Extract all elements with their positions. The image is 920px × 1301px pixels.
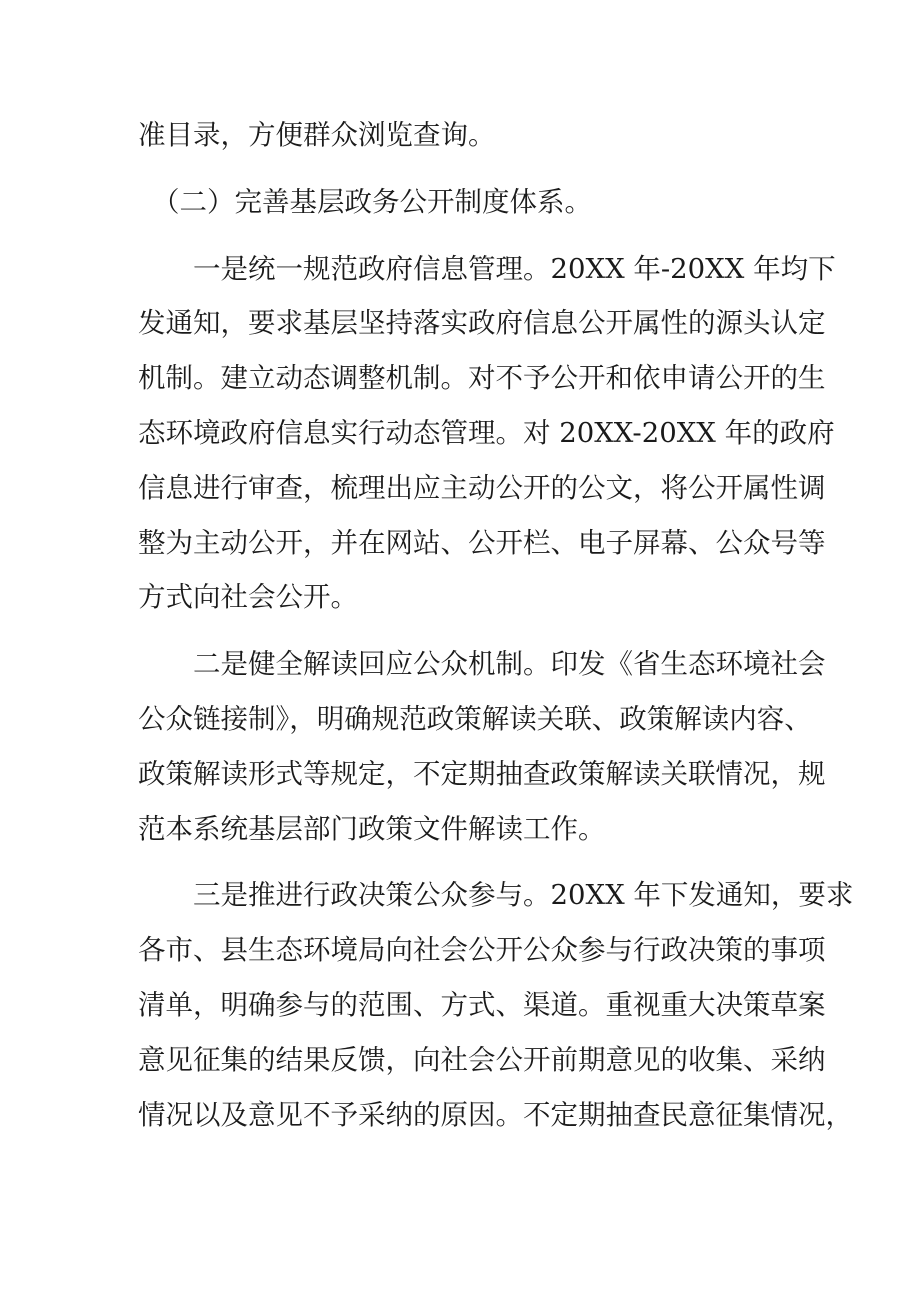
paragraph-first-line: 一是统一规范政府信息管理。20XX 年-20XX 年均下 bbox=[193, 252, 836, 285]
text-line: 方式向社会公开。 bbox=[138, 581, 358, 614]
text-line: 整为主动公开，并在网站、公开栏、电子屏幕、公众号等 bbox=[138, 526, 826, 559]
text-line: 信息进行审查，梳理出应主动公开的公文，将公开属性调 bbox=[138, 471, 826, 504]
document-body bbox=[138, 108, 854, 1142]
text-line: 态环境政府信息实行动态管理。对 20XX-20XX 年的政府 bbox=[138, 416, 835, 449]
text-line: 政策解读形式等规定，不定期抽查政策解读关联情况，规 bbox=[138, 757, 826, 790]
text-line: 公众链接制》，明确规范政策解读关联、政策解读内容、 bbox=[138, 702, 812, 735]
section-heading: （二）完善基层政务公开制度体系。 bbox=[152, 185, 592, 218]
text-line: 机制。建立动态调整机制。对不予公开和依申请公开的生 bbox=[138, 362, 826, 395]
paragraph-first-line: 三是推进行政决策公众参与。20XX 年下发通知，要求 bbox=[193, 879, 854, 912]
text-line: 情况以及意见不予采纳的原因。不定期抽查民意征集情况， bbox=[138, 1098, 853, 1131]
text-line: 范本系统基层部门政策文件解读工作。 bbox=[138, 812, 606, 845]
paragraph-first-line: 二是健全解读回应公众机制。印发《省生态环境社会 bbox=[193, 648, 826, 681]
text-line: 清单，明确参与的范围、方式、渠道。重视重大决策草案 bbox=[138, 988, 826, 1021]
text-line: 准目录，方便群众浏览查询。 bbox=[138, 119, 496, 151]
text-line: 意见征集的结果反馈，向社会公开前期意见的收集、采纳 bbox=[138, 1043, 826, 1076]
text-line: 发通知，要求基层坚持落实政府信息公开属性的源头认定 bbox=[138, 307, 826, 340]
text-line: 各市、县生态环境局向社会公开公众参与行政决策的事项 bbox=[138, 934, 826, 967]
